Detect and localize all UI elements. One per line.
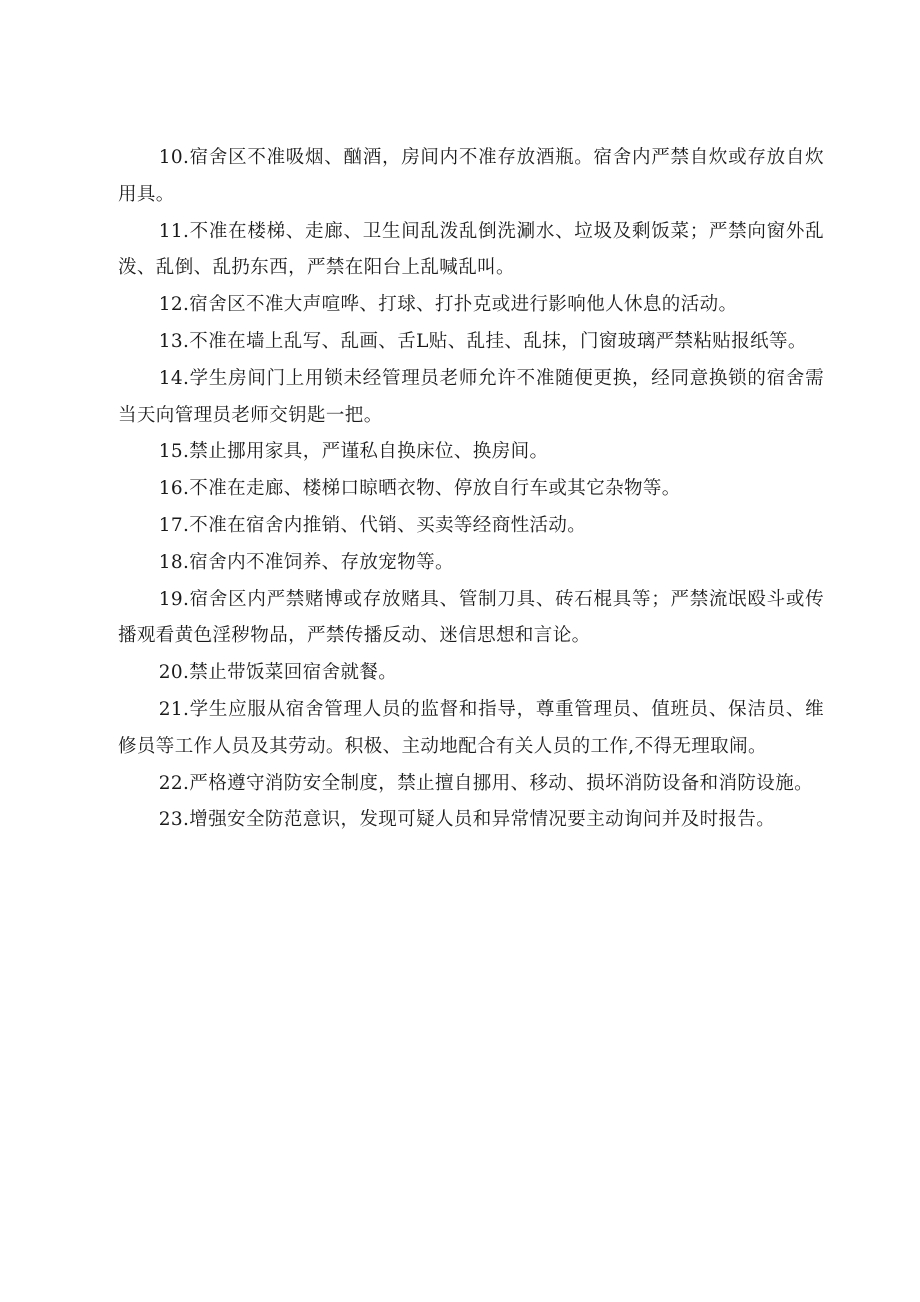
rule-16: 16.不准在走廊、楼梯口晾晒衣物、停放自行车或其它杂物等。 — [158, 478, 681, 500]
rules-list — [118, 140, 824, 839]
rule-23: 23.增强安全防范意识，发现可疑人员和异常情况要主动询问并及时报告。 — [158, 809, 776, 831]
rule-11: 11.不准在楼梯、走廊、卫生间乱泼乱倒洗涮水、垃圾及剩饭菜；严禁向窗外乱泼、乱倒、乱扔东西，严禁在阳台上乱喊乱叫。 — [118, 220, 824, 279]
rule-20: 20.禁止带饭菜回宿舍就餐。 — [158, 662, 398, 684]
rule-14: 14.学生房间门上用锁未经管理员老师允许不准随便更换，经同意换锁的宿舍需当天向管理员老师交钥匙一把。 — [118, 367, 824, 426]
rule-15: 15.禁止挪用家具，严谨私自换床位、换房间。 — [158, 441, 549, 463]
rule-13: 13.不准在墙上乱写、乱画、舌L贴、乱挂、乱抹，门窗玻璃严禁粘贴报纸等。 — [158, 330, 807, 352]
rule-17: 17.不准在宿舍内推销、代销、买卖等经商性活动。 — [158, 514, 587, 536]
rule-18: 18.宿舍内不准饲养、存放宠物等。 — [158, 551, 454, 573]
rule-19: 19.宿舍区内严禁赌博或存放赌具、管制刀具、砖石棍具等；严禁流氓殴斗或传播观看黄色淫秽物品，严禁传播反动、迷信思想和言论。 — [118, 588, 824, 647]
rule-12: 12.宿舍区不准大声喧哗、打球、打扑克或进行影响他人休息的活动。 — [158, 294, 738, 316]
rule-10: 10.宿舍区不准吸烟、酗酒，房间内不准存放酒瓶。宿舍内严禁自炊或存放自炊用具。 — [118, 147, 824, 205]
rule-22: 22.严格遵守消防安全制度，禁止擅自挪用、移动、损坏消防设备和消防设施。 — [158, 772, 814, 794]
rule-21: 21.学生应服从宿舍管理人员的监督和指导，尊重管理员、值班员、保洁员、维修员等工作人员及其劳动。积极、主动地配合有关人员的工作,不得无理取闹。 — [118, 698, 824, 757]
